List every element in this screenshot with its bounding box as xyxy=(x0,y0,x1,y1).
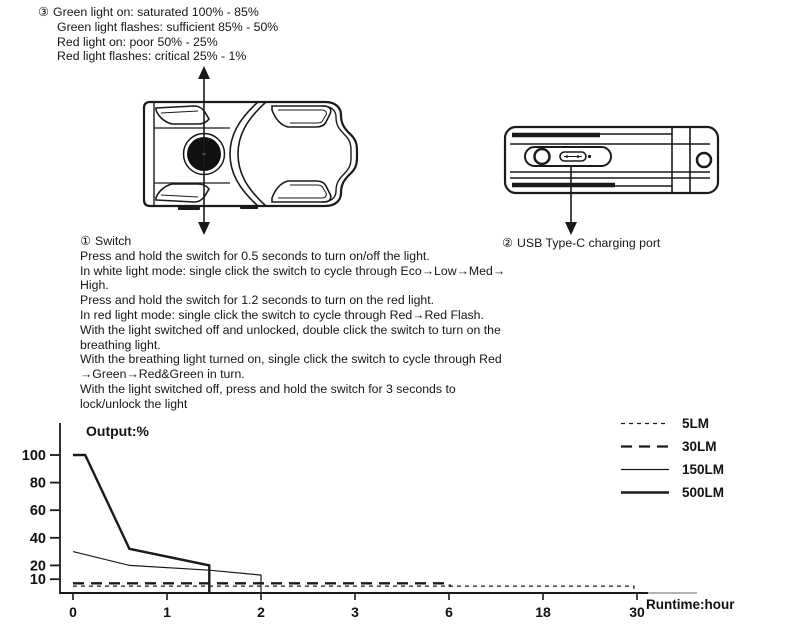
bottom-right-panel-outline xyxy=(272,181,331,202)
switch-instruction-line: With the breathing light turned on, single click the switch to cycle through Red xyxy=(80,352,502,367)
switch-instruction-line: lock/unlock the light xyxy=(80,396,188,411)
arrow-up-icon xyxy=(198,66,210,79)
switch-instruction-line: Press and hold the switch for 0.5 seconds to turn on/off the light. xyxy=(80,248,430,263)
switch-instruction-line: With the light switched off and unlocked, double click the switch to turn on the xyxy=(80,322,501,337)
lanyard-hole xyxy=(697,153,711,167)
chart-y-axis-title: Output:% xyxy=(86,423,149,439)
battery-indicator-section xyxy=(38,5,278,64)
x-tick-label: 2 xyxy=(257,604,265,620)
chart-x-axis-title: Runtime:hour xyxy=(646,597,735,612)
x-tick-label: 0 xyxy=(69,604,77,620)
legend-item-5lm xyxy=(620,412,724,435)
switch-section-title: ① Switch xyxy=(80,234,132,248)
light-side-view-illustration xyxy=(498,120,728,245)
crescent-curve xyxy=(238,102,266,206)
bottom-left-panel-outline xyxy=(156,184,209,202)
battery-indicator-line: Green light flashes: sufficient 85% - 50% xyxy=(57,19,279,34)
legend-line-sample xyxy=(620,488,670,497)
usb-port-text: USB Type-C charging port xyxy=(517,236,661,250)
y-tick-label: 100 xyxy=(21,448,46,464)
legend-label: 30LM xyxy=(682,439,717,454)
panel-inner-line xyxy=(278,185,326,198)
y-tick-label: 80 xyxy=(29,475,46,492)
switch-instructions-section xyxy=(80,234,510,412)
panel-inner-line xyxy=(161,195,198,197)
legend-label: 5LM xyxy=(682,416,709,431)
x-tick-label: 18 xyxy=(535,604,551,620)
legend-line-sample xyxy=(620,465,670,474)
switch-instruction-line: breathing light. xyxy=(80,337,161,352)
x-tick-label: 3 xyxy=(351,604,359,620)
y-tick-label: 10 xyxy=(29,572,46,589)
y-tick-label: 20 xyxy=(29,558,46,575)
switch-instruction-line: In red light mode: single click the switch to cycle through Red→Red Flash. xyxy=(80,307,484,322)
series-line-5lm xyxy=(73,586,634,589)
x-tick-label: 1 xyxy=(163,604,171,620)
circled-two-marker: ② xyxy=(502,236,514,250)
light-top-view-illustration xyxy=(138,58,383,243)
legend-label: 500LM xyxy=(682,485,725,500)
circled-one-marker: ① xyxy=(80,234,92,248)
switch-instruction-line: With the light switched off, press and hold the switch for 3 seconds to xyxy=(80,381,456,396)
battery-indicator-text: Green light on: saturated 100% - 85% xyxy=(53,5,259,19)
battery-indicator-line xyxy=(38,5,278,20)
usb-c-port-icon xyxy=(560,152,591,161)
mount-clip xyxy=(178,205,200,210)
legend-label: 150LM xyxy=(682,462,725,477)
x-tick-label: 6 xyxy=(445,604,453,620)
y-tick-label: 40 xyxy=(29,530,46,547)
series-line-500lm xyxy=(73,455,209,593)
panel-inner-line xyxy=(161,111,198,113)
panel-inner-line xyxy=(278,110,326,123)
legend-line-sample xyxy=(620,442,670,451)
circled-three-marker: ③ xyxy=(38,5,50,19)
legend-line-sample xyxy=(620,419,670,428)
top-left-panel-outline xyxy=(156,106,209,124)
legend-item-30lm xyxy=(620,435,724,458)
side-switch-button xyxy=(535,149,550,164)
switch-instruction-line: Press and hold the switch for 1.2 seconds to turn on the red light. xyxy=(80,293,435,308)
top-right-panel-outline xyxy=(272,106,331,127)
switch-instruction-line: High. xyxy=(80,278,109,293)
legend-item-500lm xyxy=(620,481,724,504)
battery-indicator-line: Red light flashes: critical 25% - 1% xyxy=(57,49,247,64)
arrow-down-icon xyxy=(565,222,577,235)
switch-instruction-line: In white light mode: single click the switch to cycle through Eco→Low→Med→ xyxy=(80,263,506,278)
crescent-curve xyxy=(230,102,258,206)
battery-indicator-line: Red light on: poor 50% - 25% xyxy=(57,34,218,49)
legend-item-150lm xyxy=(620,458,724,481)
mount-clip xyxy=(240,205,258,209)
x-tick-label: 30 xyxy=(629,604,645,620)
y-tick-label: 60 xyxy=(29,503,46,520)
switch-instruction-line: →Green→Red&Green in turn. xyxy=(80,367,245,382)
chart-legend xyxy=(620,412,724,504)
usb-port-label xyxy=(502,236,660,251)
